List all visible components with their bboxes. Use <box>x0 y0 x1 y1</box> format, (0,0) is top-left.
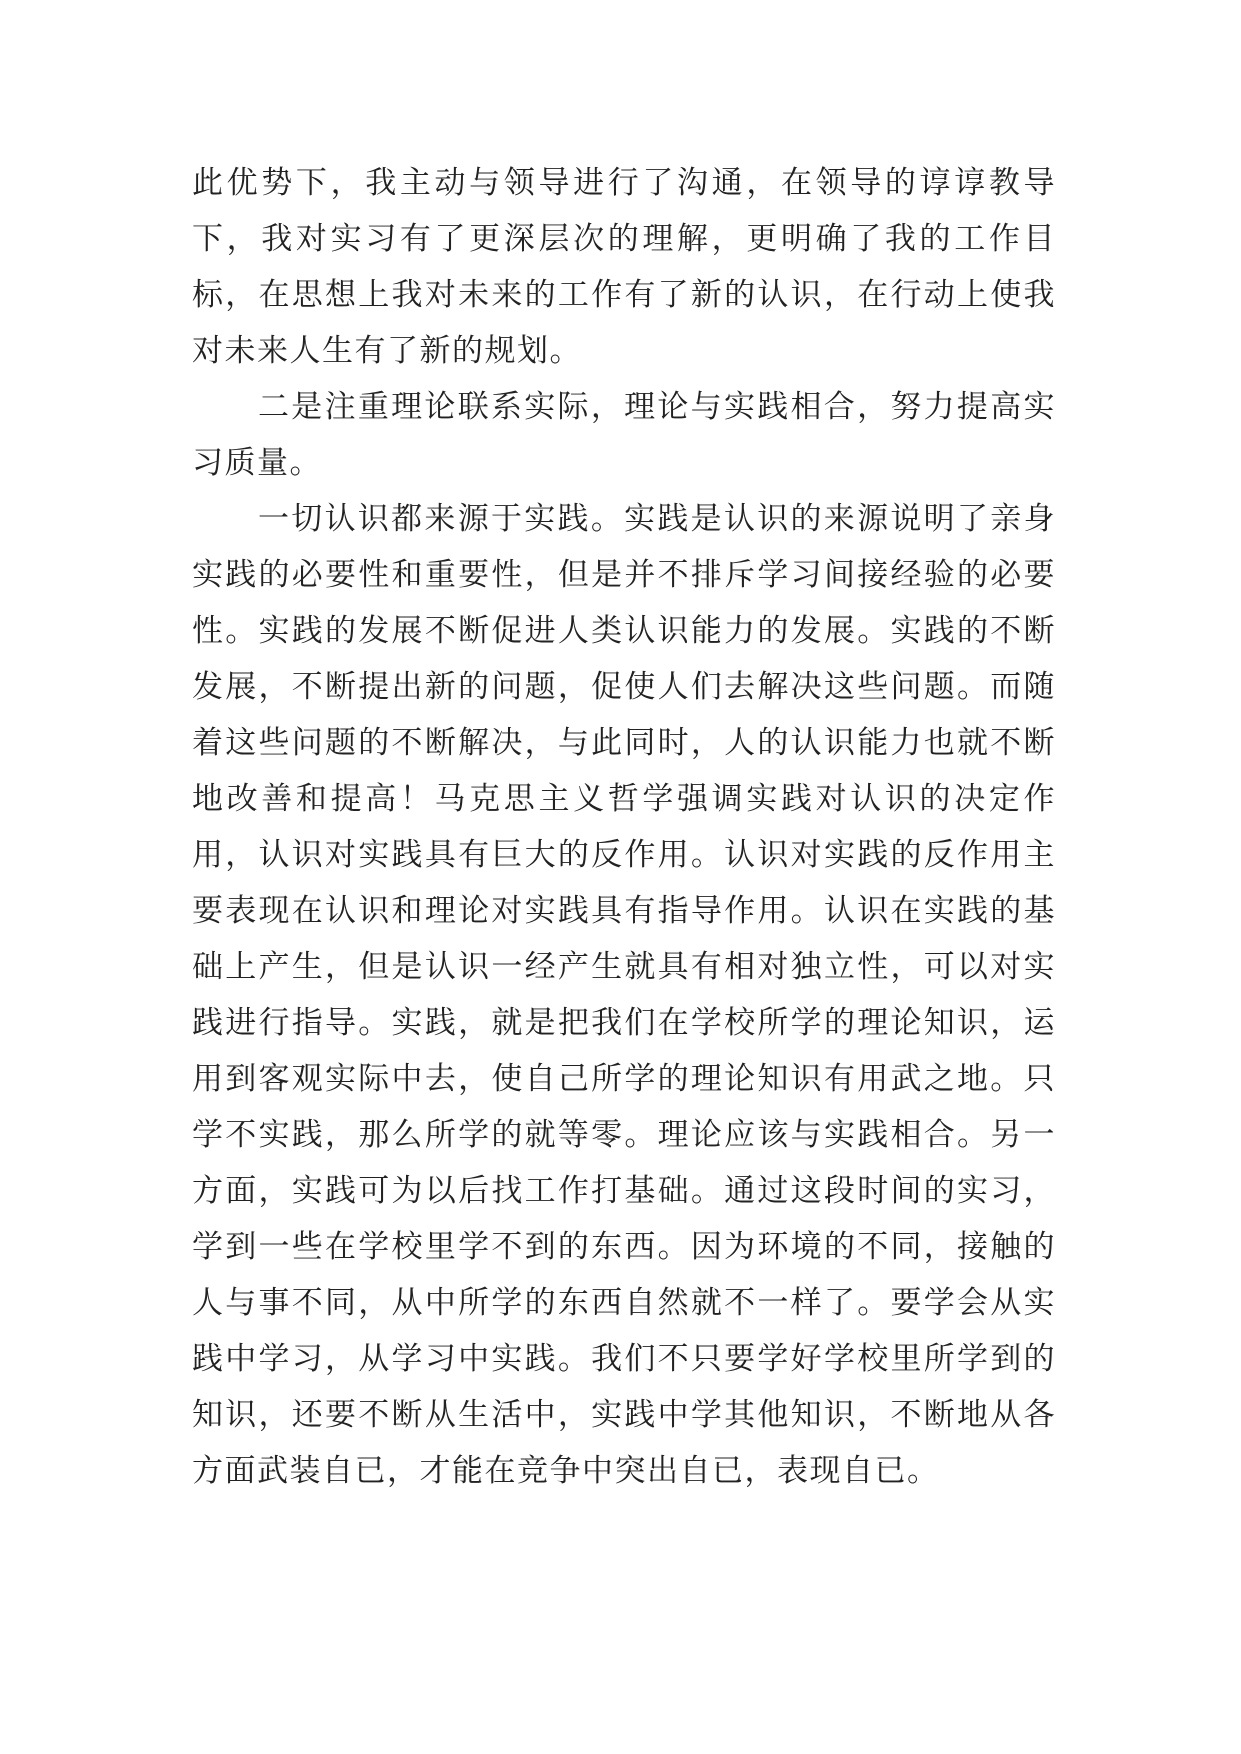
paragraph-point-two: 二是注重理论联系实际，理论与实践相合，努力提高实习质量。 <box>192 389 1056 481</box>
paragraph-continuation: 此优势下，我主动与领导进行了沟通，在领导的谆谆教导下，我对实习有了更深层次的理解，更明确了我的工作目标，在思想上我对未来的工作有了新的认识，在行动上使我对未来人生有了新的规划。 <box>192 165 1056 369</box>
document-body <box>192 155 1056 1499</box>
paragraph-practice-theory: 一切认识都来源于实践。实践是认识的来源说明了亲身实践的必要性和重要性，但是并不排斥学习间接经验的必要性。实践的发展不断促进人类认识能力的发展。实践的不断发展，不断提出新的问题，促使人们去解决这些问题。而随着这些问题的不断解决，与此同时，人的认识能力也就不断地改善和提高！马克思主义哲学强调实践对认识的决定作用，认识对实践具有巨大的反作用。认识对实践的反作用主要表现在认识和理论对实践具有指导作用。认识在实践的基础上产生，但是认识一经产生就具有相对独立性，可以对实践进行指导。实践，就是把我们在学校所学的理论知识，运用到客观实际中去，使自己所学的理论知识有用武之地。只学不实践，那么所学的就等零。理论应该与实践相合。另一方面，实践可为以后找工作打基础。通过这段时间的实习，学到一些在学校里学不到的东西。因为环境的不同，接触的人与事不同，从中所学的东西自然就不一样了。要学会从实践中学习，从学习中实践。我们不只要学好学校里所学到的知识，还要不断从生活中，实践中学其他知识，不断地从各方面武装自已，才能在竞争中突出自已，表现自已。 <box>192 501 1056 1489</box>
